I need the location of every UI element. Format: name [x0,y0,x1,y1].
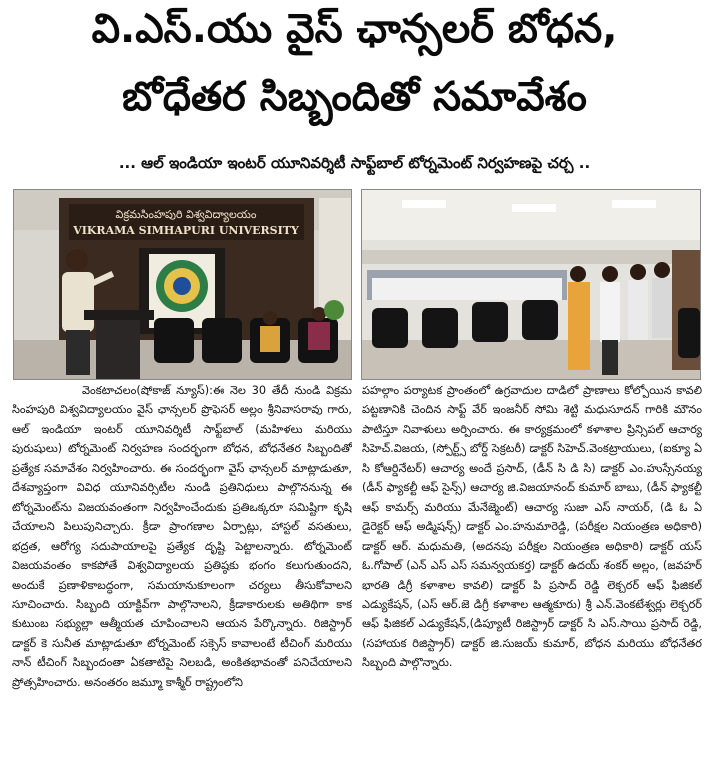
photo-staff-meeting [361,189,701,380]
photo-vc-speaking-image [14,190,351,379]
photo-staff-meeting-image [362,190,700,379]
university-sign-english: VIKRAMA SIMHAPURI UNIVERSITY [73,224,299,237]
article-text-left: వెంకటాచలం(షోకాజ్ న్యూస్):ఈ నెల 30 తేదీ నుండి విక్రమ సింహపురి విశ్వవిద్యాలయం వైస్ ఛాన్సలర్ ప్రొఫెసర్ అల్లం శ్రీనివాసరావు గారు, ఆల్ ఇండియా ఇంటర్ యూనివర్శిటీ సాఫ్ట్‌బాల్ (మహిళలు మరియు పురుషులు) టోర్నమెంట్ నిర్వహణ సందర్భంగా బోధన, బోధనేతర సిబ్బందితో ప్రత్యేక సమావేశం నిర్వహించారు. ఈ సందర్భంగా వైస్ ఛాన్సలర్ మాట్లాడుతూ, దేశవ్యాప్తంగా వివిధ యూనివర్సిటీల నుండి ప్రతినిధులు పాల్గొననున్న ఈ టోర్నమెంట్‌ను విజయవంతంగా నిర్వహించేందుకు ప్రతిఒక్కరూ సమిష్టిగా కృషి చేయాలని పిలుపునిచ్చారు. క్రీడా ప్రాంగణాల ఏర్పాట్లు, హాస్టల్ వసతులు, భద్రత, ఆరోగ్య సదుపాయాలపై ప్రత్యేక దృష్టి పెట్టాలన్నారు. టోర్నమెంట్ విజయవంతం కాకపోతే విశ్వవిద్యాలయ ప్రతిష్ఠకు భంగం కలుగుతుందని, అందుకే ప్రణాళికాబద్ధంగా, సమయానుకూలంగా చర్యలు తీసుకోవాలని సూచించారు. సిబ్బంది యాక్టివ్‌గా పాల్గొనాలని, క్రీడాకారులకు అతిథిగా కాక కుటుంబ సభ్యుల్లా ఆత్మీయత చూపించాలని ఆయన పేర్కొన్నారు. రిజిస్ట్రార్ డాక్టర్ కె సునీత మాట్లాడుతూ టోర్నమెంట్ సక్సెస్ కావాలంటే టీచింగ్ మరియు నాన్ టీచింగ్ సిబ్బందంతా ఏకతాటిపై నిలబడి, అంకితభావంతో పనిచేయాలని ప్రోత్సహించారు. అనంతరం జమ్మూ కాశ్మీర్ రాష్ట్రంలోని [12,384,352,689]
headline [0,4,709,122]
article-text-right: పహల్గాం పర్యాటక ప్రాంతంలో ఉగ్రవాదుల దాడిలో ప్రాణాలు కోల్పోయిన కావలి పట్టణానికి చెందిన సాఫ్ట్ వేర్ ఇంజనీర్ సోమి శెట్టి మధుసూదన్ గారికి మౌనం పాటిస్తూ నివాళులు అర్పించారు. ఈ కార్యక్రమంలో కళాశాల ప్రిన్సిపల్ ఆచార్య సిహెచ్.విజయ, (స్పోర్ట్స్ బోర్డ్ సెక్రటరీ) డాక్టర్ సిహెచ్.వెంకట్రాయులు, (ఐక్యూ ఏ సి కోఆర్డినేటర్) ఆచార్య అందే ప్రసాద్, (డీన్ సి డి సి) డాక్టర్ ఎం.హుస్సేనయ్య (డీన్ ఫ్యాకల్టీ ఆఫ్ సైన్స్) ఆచార్య జి.విజయానంద్ కుమార్ బాబు, (డీన్ ఫ్యాకల్టీ ఆఫ్ కామర్స్ మరియు మేనేజ్మెంట్) ఆచార్య సుజా ఎస్ నాయర్, (డి ఓ ఏ డైరెక్టర్ ఆఫ్ అడ్మిషన్స్) డాక్టర్ ఎం.హనుమారెడ్డి, (పరీక్షల నియంత్రణ అధికారి) డాక్టర్ ఆర్. మధుమతి, (అదనపు పరీక్షల నియంత్రణ అధికారి) డాక్టర్ యస్ ఓ.గోపాల్ (ఎన్ ఎస్ ఎస్ సమన్వయకర్త) డాక్టర్ ఉదయ్ శంకర్ అల్లం, (జవహర్ భారతి డిగ్రీ కళాశాల కావలి) డాక్టర్ పి ప్రసాద్ రెడ్డి లెక్చరర్ ఆఫ్ ఫిజికల్ ఎడ్యుకేషన్, (ఎస్ ఆర్.జె డిగ్రీ కళాశాల ఆత్మకూరు) శ్రీ ఎన్.వెంకటేశ్వర్లు లెక్చరర్ ఆఫ్ ఫిజికల్ ఎడ్యుకేషన్,(డిప్యూటీ రిజిస్ట్రార్ డాక్టర్ సి ఎస్.సాయి ప్రసాద్ రెడ్డి, (సహాయక రిజిస్ట్రార్) డాక్టర్ జి.సుజయ్ కుమార్, బోధన మరియు బోధనేతర సిబ్బంది పాల్గొన్నారు. [362,384,702,670]
university-sign-telugu: విక్రమసింహపురి విశ్వవిద్యాలయం [115,208,257,221]
headline-line-2: బోధేతర సిబ్బందితో సమావేశం [122,74,587,120]
podium [84,310,154,320]
headline-line-1: వి.ఎస్.యు వైస్ ఛాన్సలర్ బోధన, [91,6,618,52]
flower-pot [324,300,344,320]
article-column-left [12,381,352,765]
photo-vc-speaking [13,189,352,380]
standing-audience [367,270,567,300]
subheadline: ... ఆల్ ఇండియా ఇంటర్ యూనివర్శిటీ సాఫ్ట్‌బాల్ టోర్నమెంట్ నిర్వహణపై చర్చ .. [118,154,591,172]
article-column-right [362,381,702,765]
